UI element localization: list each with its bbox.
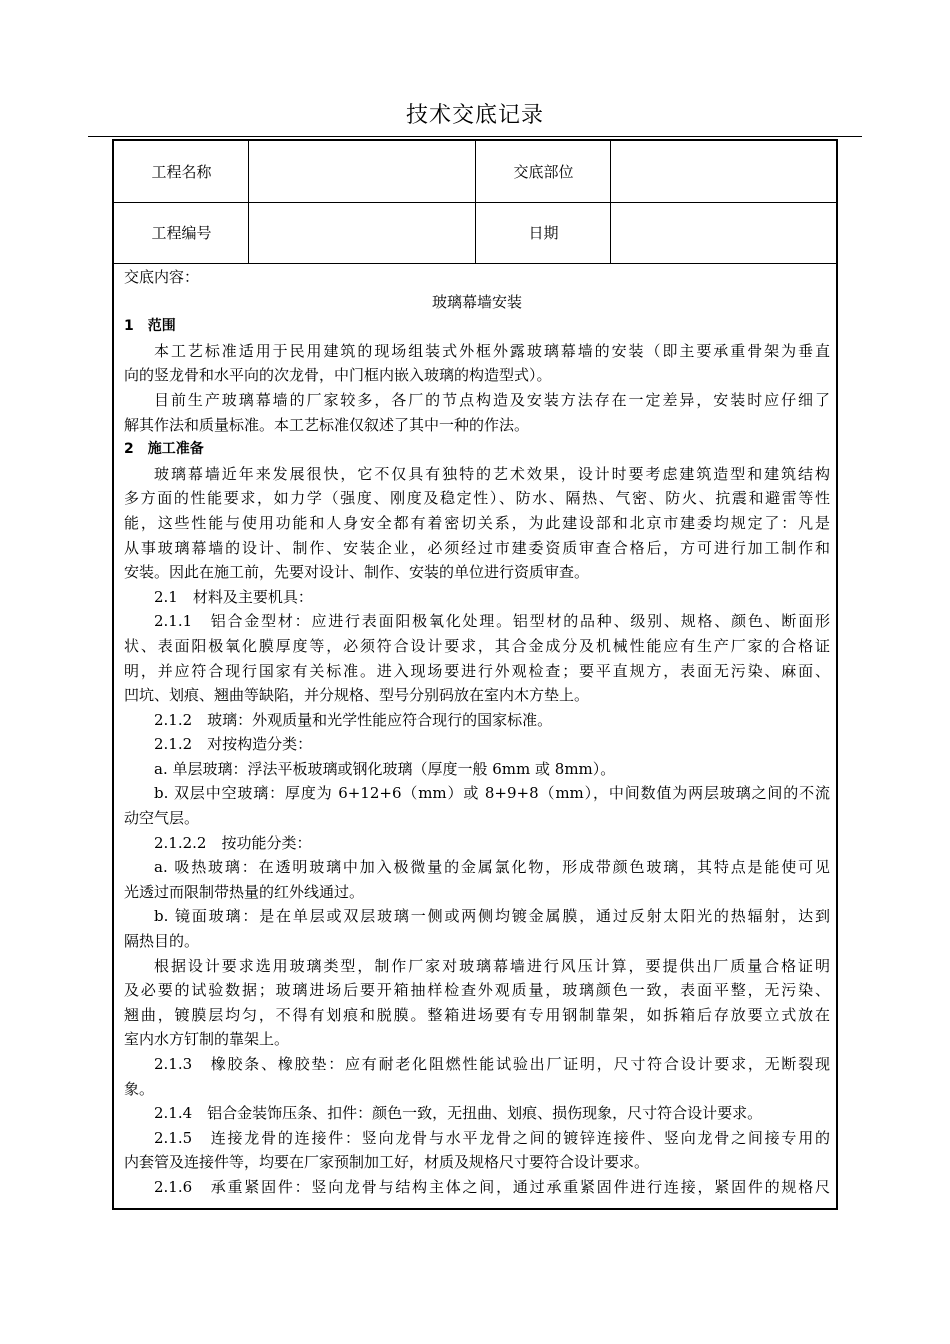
content-intro-label: 交底内容： bbox=[124, 268, 200, 286]
text-line: 2.1 材料及主要机具： bbox=[154, 587, 313, 606]
text-line: 2.1.5 连接龙骨的连接件：竖向龙骨与水平龙骨之间的镀锌连接件、竖向龙骨之间接专用的 bbox=[154, 1128, 830, 1147]
text-line: 室内水方钉制的靠架上。 bbox=[124, 1030, 290, 1049]
text-line: a. 单层玻璃：浮法平板玻璃或钢化玻璃（厚度一般 6mm 或 8mm）。 bbox=[154, 759, 616, 778]
text-line: 光透过而限制带热量的红外线通过。 bbox=[124, 882, 365, 901]
text-line: 2.1.2.2 按功能分类： bbox=[154, 833, 312, 852]
text-line: 隔热目的。 bbox=[124, 932, 200, 951]
text-line: 状、表面阳极氧化膜厚度等，必须符合设计要求，其合金成分及机械性能应有生产厂家的合格证 bbox=[124, 636, 830, 655]
text-line: 本工艺标准适用于民用建筑的现场组装式外框外露玻璃幕墙的安装（即主要承重骨架为垂直 bbox=[154, 341, 830, 360]
text-line: 及必要的试验数据；玻璃进场后要开箱抽样检查外观质量，玻璃颜色一致，表面平整，无污染、 bbox=[124, 981, 830, 1000]
project-name-label: 工程名称 bbox=[151, 163, 212, 181]
date-label: 日期 bbox=[528, 224, 559, 242]
text-line: 能，这些性能与使用功能和人身安全都有着密切关系，为此建设部和北京市建委均规定了：凡是 bbox=[124, 513, 830, 532]
text-line: 动空气层。 bbox=[124, 809, 200, 828]
project-name-field[interactable] bbox=[249, 141, 476, 202]
section-heading: 1 范围 bbox=[124, 318, 176, 335]
text-line: 象。 bbox=[124, 1079, 155, 1098]
text-line: 内套管及连接件等，均要在厂家预制加工好，材质及规格尺寸要符合设计要求。 bbox=[124, 1153, 650, 1172]
location-label: 交底部位 bbox=[513, 163, 574, 181]
document-title: 技术交底记录 bbox=[405, 103, 544, 128]
text-line: 2.1.2 玻璃：外观质量和光学性能应符合现行的国家标准。 bbox=[154, 710, 553, 729]
text-line: 解其作法和质量标准。本工艺标准仅叙述了其中一种的作法。 bbox=[124, 415, 530, 434]
text-line: 2.1.2 对按构造分类： bbox=[154, 735, 313, 754]
text-line: 从事玻璃幕墙的设计、制作、安装企业，必须经过市建委资质审查合格后，方可进行加工制作和 bbox=[124, 538, 830, 557]
text-line: 2.1.4 铝合金装饰压条、扣件：颜色一致，无扭曲、划痕、损伤现象，尺寸符合设计要求。 bbox=[154, 1104, 763, 1123]
text-line: 多方面的性能要求，如力学（强度、刚度及稳定性）、防水、隔热、气密、防火、抗震和避雷等性 bbox=[124, 489, 830, 508]
date-field[interactable] bbox=[611, 202, 836, 263]
text-line: 目前生产玻璃幕墙的厂家较多，各厂的节点构造及安装方法存在一定差异，安装时应仔细了 bbox=[154, 390, 830, 409]
text-line: 向的竖龙骨和水平向的次龙骨，中门框内嵌入玻璃的构造型式）。 bbox=[124, 366, 552, 385]
project-no-field[interactable] bbox=[249, 202, 476, 263]
text-line: 安装。因此在施工前，先要对设计、制作、安装的单位进行资质审查。 bbox=[124, 563, 590, 582]
text-line: 2.1.3 橡胶条、橡胶垫：应有耐老化阻燃性能试验出厂证明，尺寸符合设计要求，无断裂现 bbox=[154, 1055, 830, 1073]
section-heading: 2 施工准备 bbox=[124, 441, 204, 458]
content-subject: 玻璃幕墙安装 bbox=[431, 292, 522, 311]
location-field[interactable] bbox=[611, 141, 836, 202]
text-line: 根据设计要求选用玻璃类型，制作厂家对玻璃幕墙进行风压计算，要提供出厂质量合格证明 bbox=[154, 956, 830, 975]
project-no-label: 工程编号 bbox=[151, 224, 212, 242]
text-line: a. 吸热玻璃：在透明玻璃中加入极微量的金属氯化物，形成带颜色玻璃，其特点是能使可见 bbox=[154, 858, 830, 877]
table-divider bbox=[475, 141, 476, 263]
text-line: b. 镜面玻璃：是在单层或双层玻璃一侧或两侧均镀金属膜，通过反射太阳光的热辐射，达到 bbox=[154, 907, 830, 926]
record-table bbox=[112, 139, 838, 1210]
text-line: 凹坑、划痕、翘曲等缺陷，并分规格、型号分别码放在室内木方垫上。 bbox=[124, 686, 590, 705]
table-divider bbox=[248, 141, 249, 263]
text-line: 2.1.1 铝合金型材：应进行表面阳极氧化处理。铝型材的品种、级别、规格、颜色、断面形 bbox=[154, 612, 830, 631]
disclosure-content bbox=[124, 265, 830, 1200]
title-rule bbox=[88, 136, 862, 137]
text-line: 明，并应符合现行国家有关标准。进入现场要进行外观检查；要平直规方，表面无污染、麻面、 bbox=[124, 661, 830, 680]
table-divider bbox=[610, 141, 611, 263]
text-line: 2.1.6 承重紧固件：竖向龙骨与结构主体之间，通过承重紧固件进行连接，紧固件的规格尺 bbox=[154, 1177, 830, 1196]
text-line: 玻璃幕墙近年来发展很快，它不仅具有独特的艺术效果，设计时要考虑建筑造型和建筑结构 bbox=[154, 464, 830, 483]
text-line: 翘曲，镀膜层均匀，不得有划痕和脱膜。整箱进场要有专用钢制靠架，如拆箱后存放要立式放在 bbox=[124, 1005, 830, 1024]
content-body bbox=[124, 314, 830, 1199]
text-line: b. 双层中空玻璃：厚度为 6+12+6（mm）或 8+9+8（mm），中间数值为两层玻璃之间的不流 bbox=[154, 784, 830, 803]
